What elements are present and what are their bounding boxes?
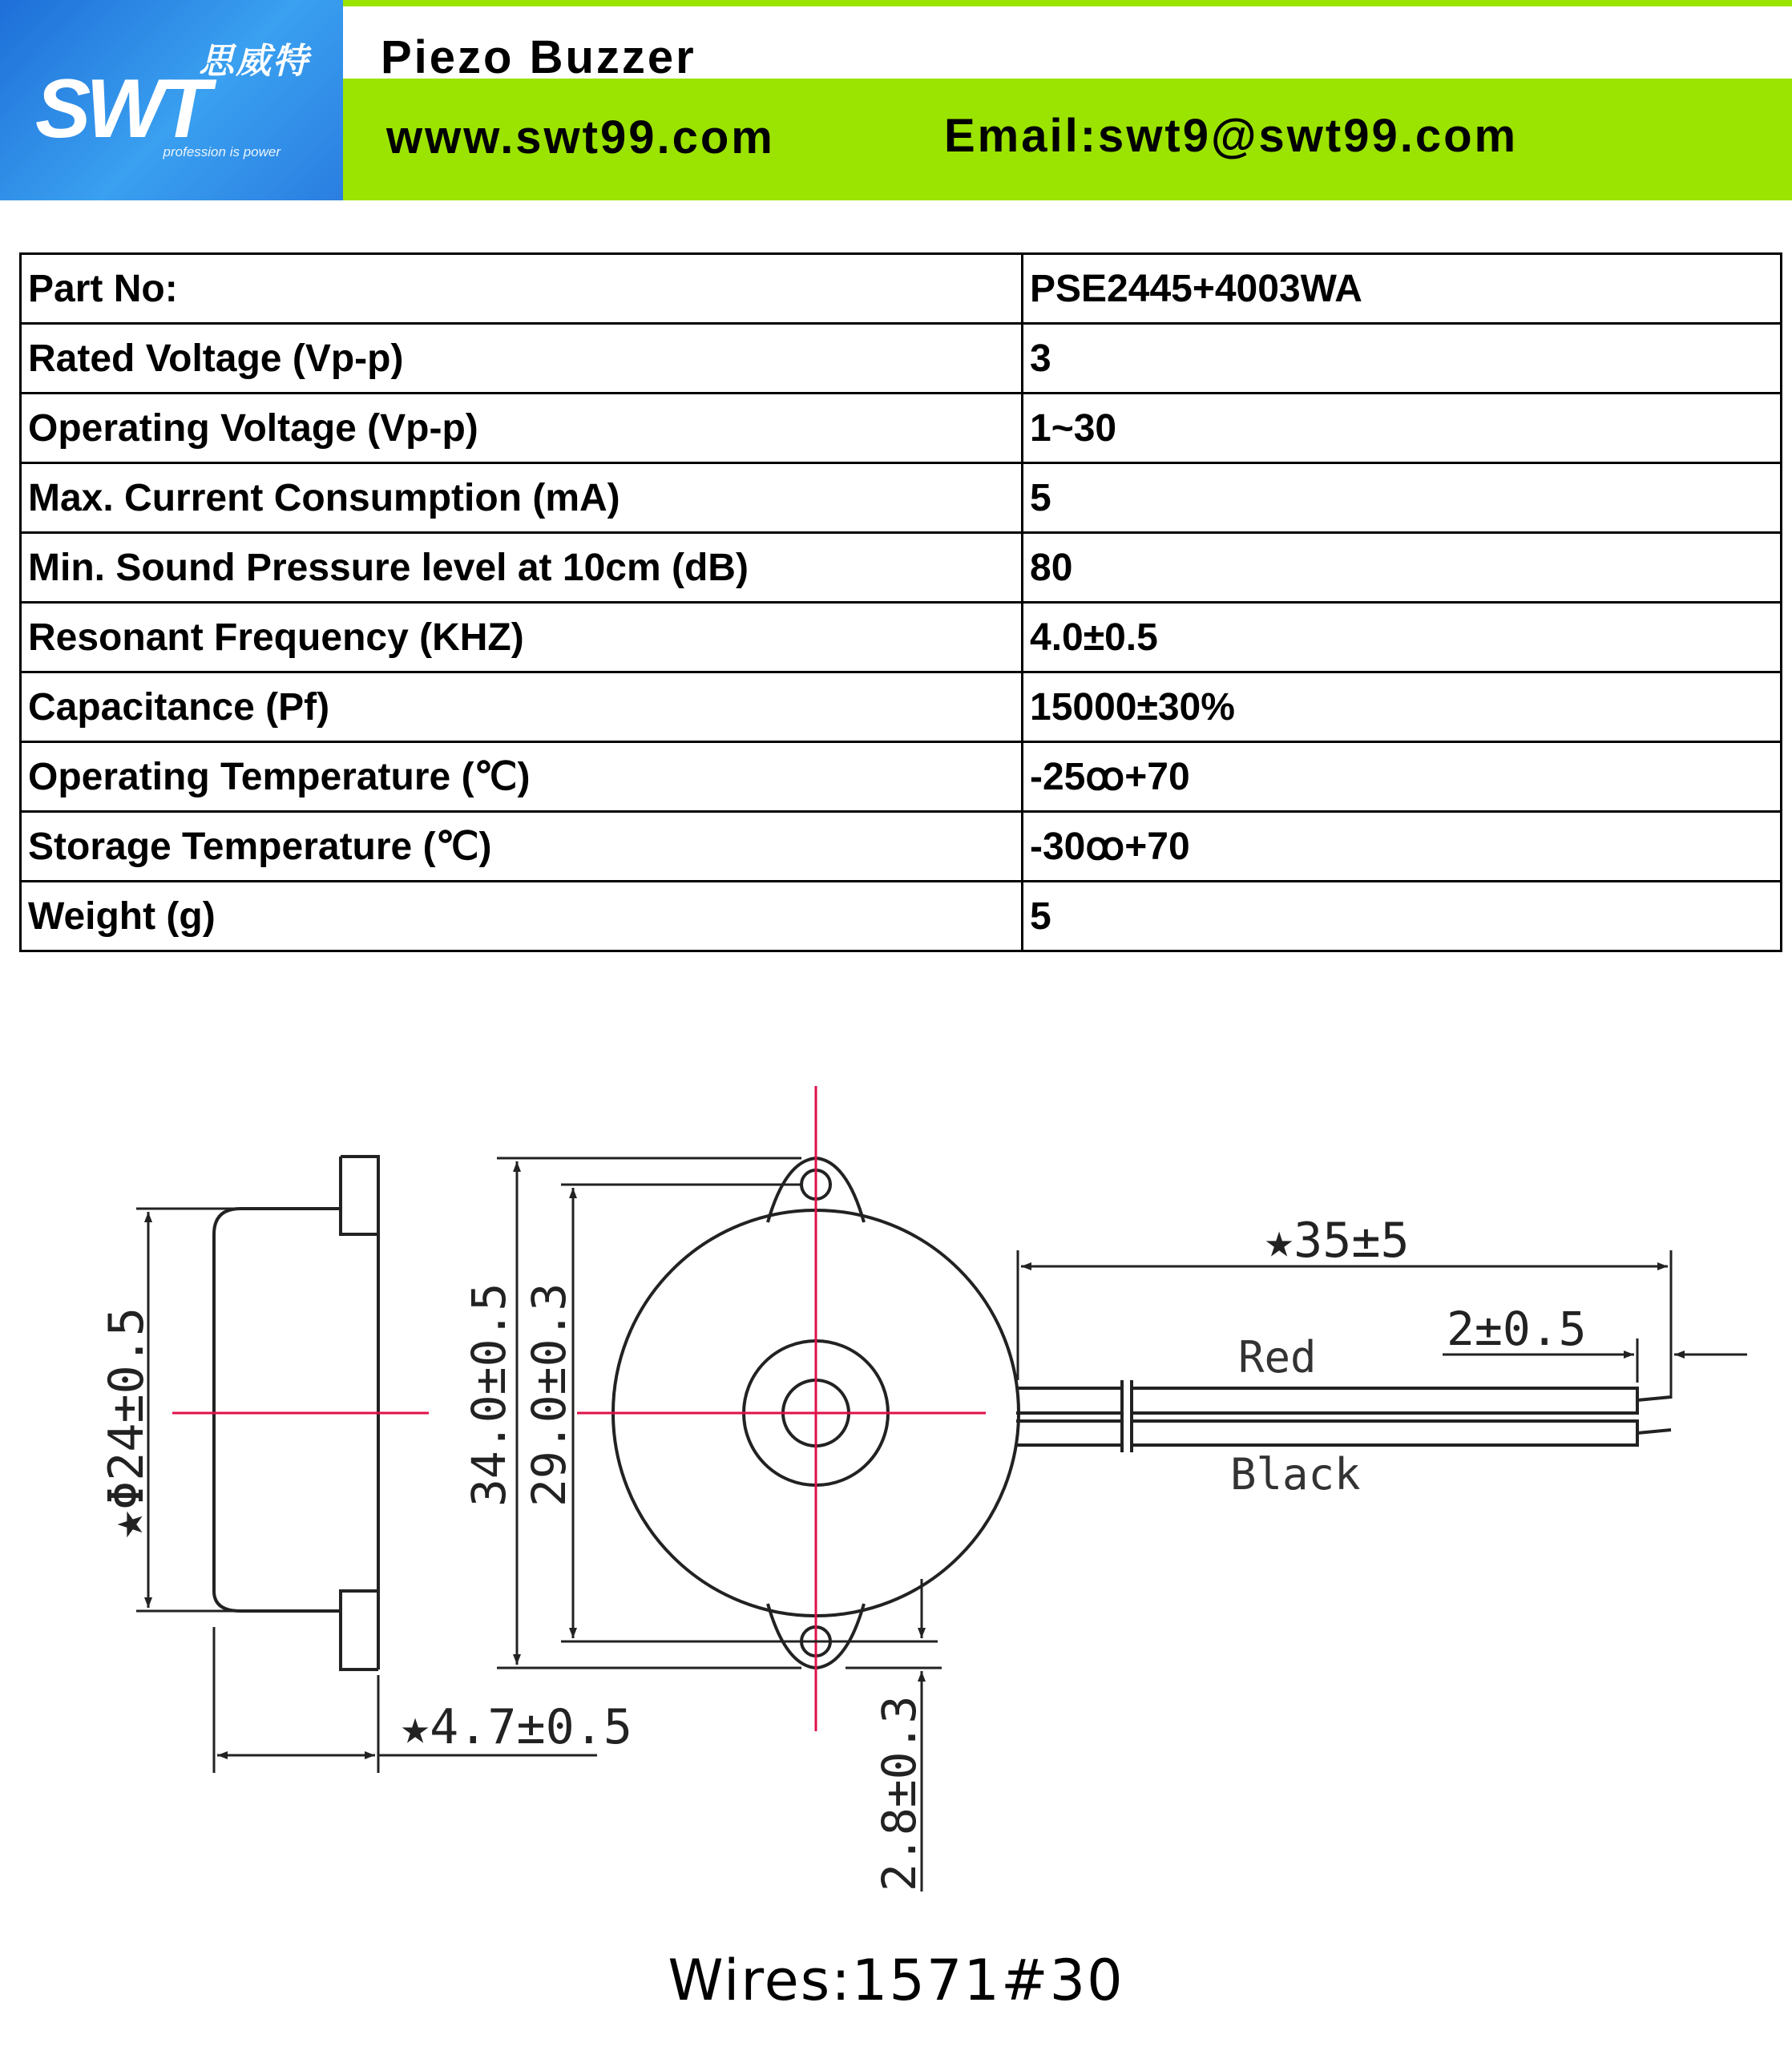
table-row	[21, 533, 1782, 603]
dim-height-label: ★4.7±0.5	[401, 1699, 632, 1755]
table-row	[21, 672, 1782, 742]
spec-value: 1~30	[1023, 394, 1782, 463]
table-row	[21, 742, 1782, 812]
spec-value: 15000±30%	[1023, 672, 1782, 742]
spec-label: Min. Sound Pressure level at 10cm (dB)	[21, 533, 1023, 603]
spec-label: Operating Voltage (Vp-p)	[21, 394, 1023, 463]
wire-red-label: Red	[1238, 1332, 1317, 1383]
spec-label: Operating Temperature (℃)	[21, 742, 1023, 812]
dim-tab-label: 2.8±0.3	[872, 1695, 926, 1892]
dim-wire-length-label: ★35±5	[1265, 1213, 1410, 1269]
table-row	[21, 394, 1782, 463]
spec-value: -30ꝏ+70	[1023, 812, 1782, 882]
spec-value: 3	[1023, 324, 1782, 394]
table-row	[21, 882, 1782, 951]
front-centerlines	[577, 1086, 986, 1731]
spec-label: Storage Temperature (℃)	[21, 812, 1023, 882]
logo-chinese-name: 思威特	[199, 41, 309, 82]
website-link[interactable]: www.swt99.com	[386, 111, 775, 164]
spec-value: PSE2445+4003WA	[1023, 254, 1782, 324]
wires-note: Wires:1571#30	[668, 1948, 1124, 2013]
table-row	[21, 812, 1782, 882]
dim-holes-label: 29.0±0.3	[522, 1282, 576, 1507]
technical-drawing	[0, 1042, 1792, 1940]
logo-tagline: profession is power	[163, 144, 281, 159]
spec-label: Capacitance (Pf)	[21, 672, 1023, 742]
dim-diameter-label: ★Φ24±0.5	[99, 1307, 155, 1539]
dim-outer-label: 34.0±0.5	[462, 1282, 516, 1507]
email-link[interactable]: Email:swt9@swt99.com	[944, 110, 1519, 162]
page-title: Piezo Buzzer	[381, 31, 696, 83]
spec-label: Rated Voltage (Vp-p)	[21, 324, 1023, 394]
wire-black-label: Black	[1230, 1449, 1361, 1500]
spec-value: 5	[1023, 882, 1782, 951]
spec-label: Weight (g)	[21, 882, 1023, 951]
spec-table	[19, 252, 1782, 952]
spec-label: Resonant Frequency (KHZ)	[21, 603, 1023, 672]
spec-label: Part No:	[21, 254, 1023, 324]
table-row	[21, 254, 1782, 324]
dim-strip-label: 2±0.5	[1447, 1302, 1587, 1356]
spec-label: Max. Current Consumption (mA)	[21, 463, 1023, 533]
table-row	[21, 603, 1782, 672]
spec-value: 4.0±0.5	[1023, 603, 1782, 672]
lead-wires	[1016, 1380, 1671, 1452]
spec-value: 80	[1023, 533, 1782, 603]
spec-value: 5	[1023, 463, 1782, 533]
company-logo	[0, 0, 343, 200]
logo-mark: SWT	[35, 63, 207, 155]
banner-top-stripe	[343, 0, 1792, 6]
table-row	[21, 463, 1782, 533]
spec-value: -25ꝏ+70	[1023, 742, 1782, 812]
table-row	[21, 324, 1782, 394]
